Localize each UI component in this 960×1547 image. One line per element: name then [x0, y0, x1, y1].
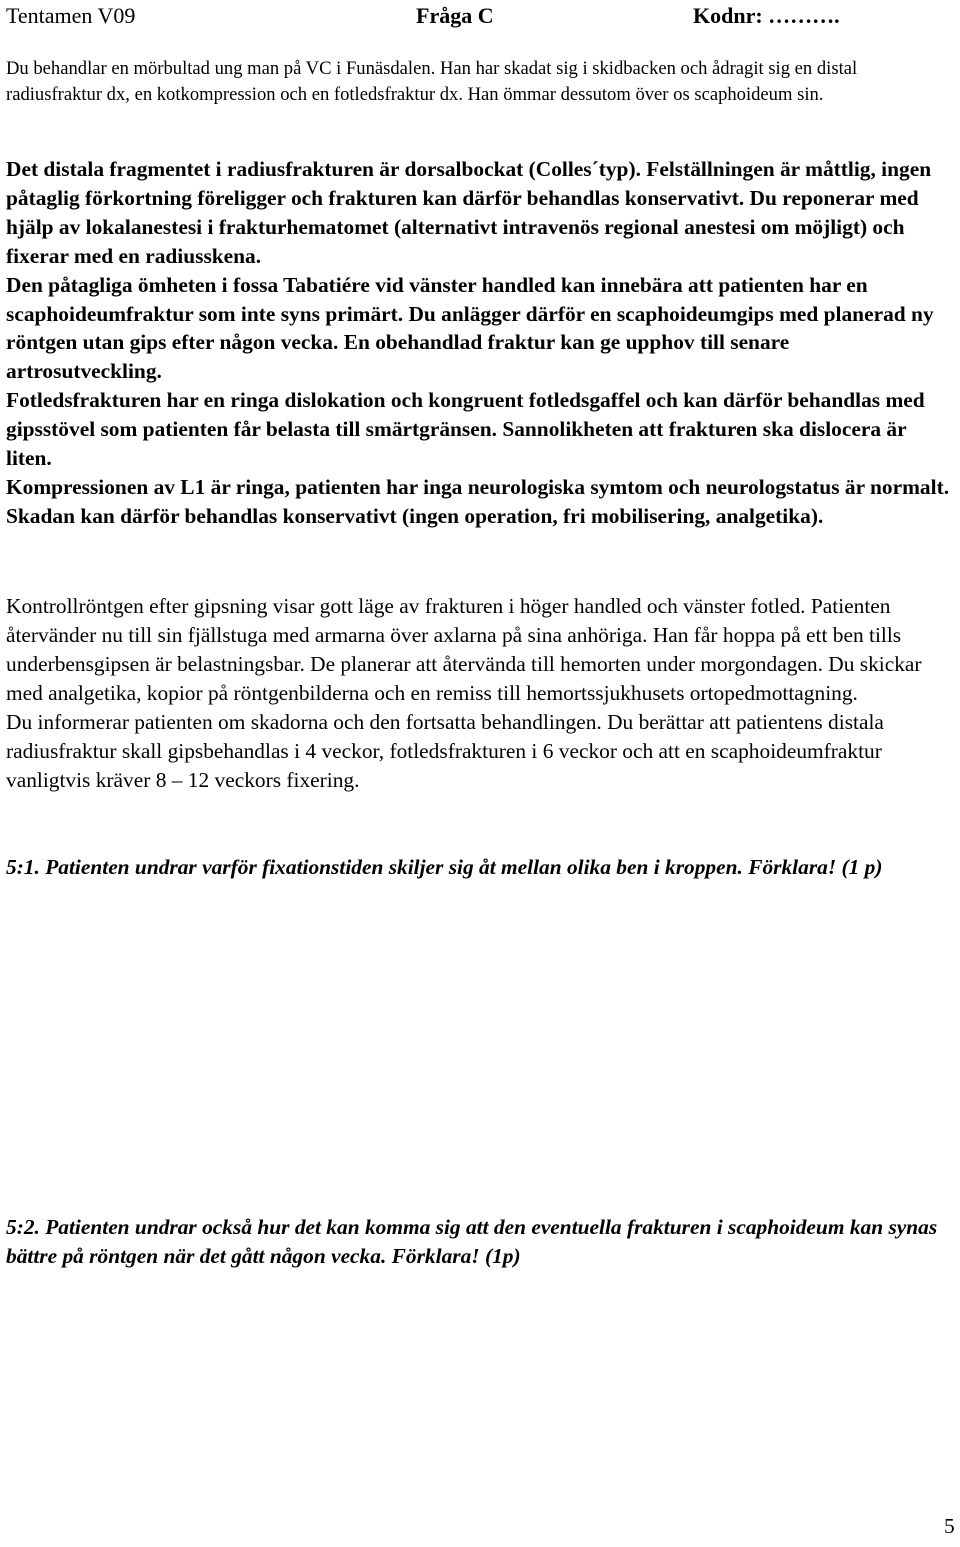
followup-section: [6, 592, 950, 795]
patient-information-paragraph: Du informerar patienten om skadorna och den fortsatta behandlingen. Du berättar att patientens distala radiusfraktur skall gipsbehandlas i 4 veckor, fotledsfrakturen i 6 veckor och att en scaphoideumfraktur vanligtvis kräver 8 – 12 veckors fixering.: [6, 710, 884, 792]
exam-title: Tentamen V09: [6, 3, 136, 28]
control-xray-paragraph: Kontrollröntgen efter gipsning visar gott läge av frakturen i höger handled och vänster fotled. Patienten återvänder nu till sin fjällstuga med armarna över axlarna på sina anhöriga. Han får hoppa på ett ben tills underbensgipsen är belastningsbar. De planerar att återvända till hemorten under morgondagen. Du skickar med analgetika, kopior på röntgenbilderna och en remiss till hemortssjukhusets ortopedmottagning.: [6, 594, 922, 705]
page-number: 5: [944, 1514, 955, 1538]
question-label: Fråga C: [416, 3, 494, 28]
page-header: [6, 2, 946, 32]
code-number-field: Kodnr: ……….: [693, 3, 840, 28]
question-5-2: 5:2. Patienten undrar också hur det kan komma sig att den eventuella frakturen i scaphoideum kan synas bättre på röntgen när det gått någon vecka. Förklara! (1p): [6, 1215, 938, 1268]
question-5-1: 5:1. Patienten undrar varför fixationstiden skiljer sig åt mellan olika ben i kroppen. Förklara! (1 p): [6, 855, 883, 879]
ankle-fracture-paragraph: Fotledsfrakturen har en ringa dislokation och kongruent fotledsgaffel och kan därför behandlas med gipsstövel som patienten får belasta till smärtgränsen. Sannolikheten att frakturen ska dislocera är liten.: [6, 388, 925, 471]
case-intro: Du behandlar en mörbultad ung man på VC i Funäsdalen. Han har skadat sig i skidbacken och ådragit sig en distal radiusfraktur dx, en kotkompression och en fotledsfraktur dx. Han ömmar dessutom över os scaphoideum sin.: [6, 58, 858, 105]
findings-section: [6, 155, 950, 531]
vertebral-compression-paragraph: Kompressionen av L1 är ringa, patienten har inga neurologiska symtom och neurologstatus är normalt. Skadan kan därför behandlas konservativt (ingen operation, fri mobilisering, analgetika).: [6, 474, 950, 528]
scaphoid-paragraph: Den påtagliga ömheten i fossa Tabatiére vid vänster handled kan innebära att patienten har en scaphoideumfraktur som inte syns primärt. Du anlägger därför en scaphoideumgips med planerad ny röntgen utan gips efter någon vecka. En obehandlad fraktur kan ge upphov till senare artrosutveckling.: [6, 272, 934, 384]
radius-fracture-paragraph: Det distala fragmentet i radiusfrakturen är dorsalbockat (Colles´typ). Felställningen är måttlig, ingen påtaglig förkortning föreligger och frakturen kan därför behandlas konservativt. Du reponerar med hjälp av lokalanestesi i frakturhematomet (alternativt intravenös regional anestesi om möjligt) och fixerar med en radiusskena.: [6, 157, 932, 268]
